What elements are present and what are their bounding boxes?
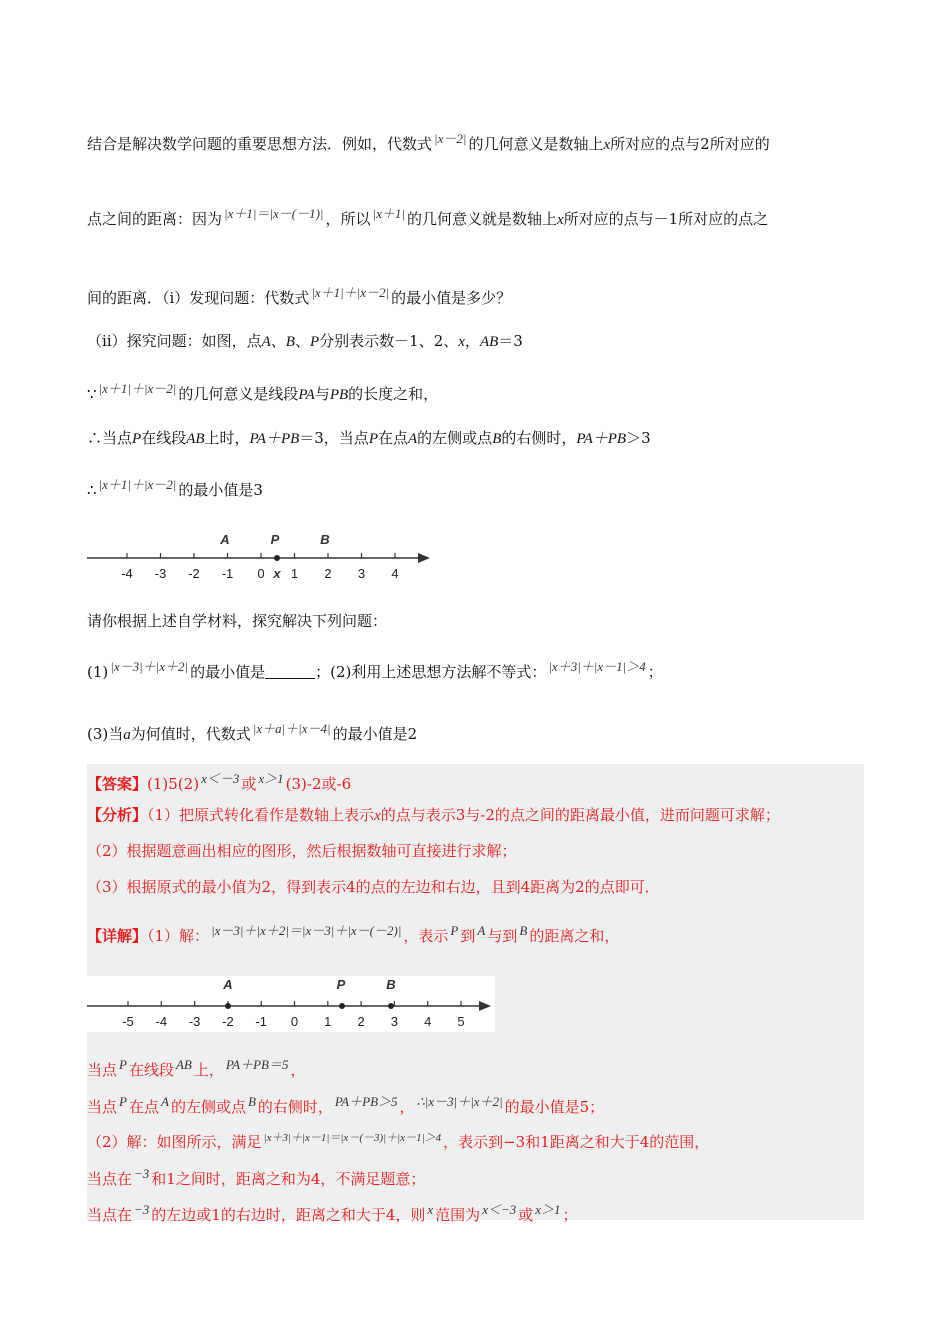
tick-label: 4 — [391, 566, 399, 581]
var-x: x — [556, 212, 564, 228]
number-line-2 — [87, 976, 495, 1032]
var-P: P — [132, 431, 142, 447]
var-B: B — [492, 431, 502, 447]
point-label-P: P — [270, 532, 280, 547]
detail-line-5 — [87, 1163, 425, 1190]
var-P: P — [368, 431, 378, 447]
var-x: x — [427, 1202, 434, 1217]
point-x-label: x — [273, 566, 281, 581]
var-B: B — [247, 1094, 256, 1109]
axis-arrow — [418, 553, 430, 563]
question-1-2 — [87, 656, 663, 683]
text: （2）解：如图所示，满足 — [87, 1133, 262, 1151]
var-AB: AB — [479, 334, 499, 350]
text: 的距离之和， — [529, 927, 620, 945]
detail-tag: 【详解】 — [87, 927, 148, 945]
tick-label: -2 — [222, 1014, 234, 1029]
detail-line-4 — [87, 1127, 709, 1153]
text: 或 — [241, 775, 257, 793]
text: 和1之间时，距离之和为4，不满足题意； — [151, 1170, 426, 1188]
formula-abs-x-minus-2: |x－2| — [434, 131, 467, 146]
num: −3 — [134, 1202, 150, 1217]
tick-label: 0 — [257, 566, 265, 581]
text: （3）根据原式的最小值为2，得到表示4的点的左边和右边，且到4距离为2的点即可． — [87, 878, 660, 896]
var-B: B — [285, 334, 295, 350]
point-A-dot — [225, 1003, 231, 1009]
text: 上， — [193, 1061, 224, 1079]
var-x: x — [458, 334, 465, 350]
point-P-dot — [339, 1003, 345, 1009]
text: 请你根据上述自学材料，探究解决下列问题： — [87, 612, 388, 630]
formula: x＞1 — [258, 771, 284, 786]
var-P: P — [119, 1094, 127, 1109]
detail-line-2 — [87, 1054, 306, 1081]
text: 、 — [270, 332, 286, 350]
tick-label: -5 — [122, 1014, 134, 1029]
text: 的长度之和， — [348, 385, 439, 403]
point-P-dot — [274, 555, 280, 561]
text: （ⅱ）探究问题：如图，点 — [87, 332, 262, 350]
formula: PA＋PB＝5 — [225, 1057, 289, 1072]
text: 范围为 — [435, 1206, 481, 1224]
text: (1)5(2) — [147, 775, 200, 793]
text: (3)-2或-6 — [285, 775, 352, 793]
text: ； — [647, 663, 663, 681]
text: 的左边或1的右边时，距离之和大于4，则 — [151, 1206, 426, 1224]
tick-label: -4 — [155, 1014, 168, 1029]
formula: PA＋PB＞5 — [334, 1094, 398, 1109]
tick-label: -3 — [188, 1014, 201, 1029]
text: 与 — [314, 385, 330, 403]
text: ＝3，当点 — [299, 429, 369, 447]
text: (1) — [87, 663, 109, 681]
axis-arrow — [479, 1001, 491, 1011]
detail-line-6 — [87, 1199, 578, 1226]
text: ； — [562, 1206, 578, 1224]
point-label-B: B — [320, 532, 330, 547]
formula: ∴|x－3|＋|x＋2| — [416, 1094, 503, 1109]
tick-label: 2 — [324, 566, 332, 581]
text: 的最小值是2 — [332, 725, 418, 743]
text: ，所以 — [325, 210, 371, 228]
tick-label: 1 — [324, 1014, 332, 1029]
paragraph-because — [87, 378, 438, 406]
formula: x＞1 — [535, 1202, 561, 1217]
paragraph-therefore-1 — [87, 427, 651, 450]
text: 的几何意义是数轴上 — [468, 135, 604, 153]
tick-label: 2 — [357, 1014, 365, 1029]
analysis-line-2 — [87, 840, 517, 862]
therefore-symbol: ∴ — [87, 481, 97, 499]
text: ∴当点 — [87, 429, 133, 447]
tick-label: -1 — [221, 566, 234, 581]
var-A: A — [160, 1094, 169, 1109]
var-B: B — [519, 923, 528, 938]
point-label-B: B — [386, 977, 396, 992]
text: 的左侧或点 — [417, 429, 493, 447]
var-A: A — [261, 334, 271, 350]
text: 在线段 — [128, 1061, 174, 1079]
tick-label: 4 — [424, 1014, 432, 1029]
var-AB: AB — [175, 1057, 192, 1072]
text: ＞3 — [626, 429, 651, 447]
tick-label: -1 — [255, 1014, 267, 1029]
text: ， — [290, 1061, 306, 1079]
tick-label: 3 — [357, 566, 366, 581]
answer-tag: 【答案】 — [87, 775, 148, 793]
number-line-1 — [87, 528, 437, 586]
expr-PA-PB: PA＋PB — [576, 431, 627, 447]
formula-equation: |x＋1|＝|x－(－1)| — [224, 206, 324, 221]
text: 间的距离．（ⅰ）发现问题：代数式 — [87, 289, 310, 307]
text: 在点 — [128, 1098, 159, 1116]
text: 的最小值是5； — [504, 1098, 605, 1116]
text: 的最小值是3 — [178, 481, 263, 499]
var-x: x — [603, 137, 611, 153]
text: 上时， — [204, 429, 250, 447]
analysis-line-3 — [87, 876, 660, 898]
var-A: A — [477, 923, 486, 938]
tick-label: 0 — [290, 1014, 299, 1029]
text: 所对应的点与 — [610, 135, 701, 153]
var-PA: PA — [298, 387, 315, 403]
paragraph-intro-2 — [87, 203, 768, 231]
formula-abs-x-plus-1: |x＋1| — [372, 206, 405, 221]
formula-inequality: |x＋3|＋|x－1|＞4 — [548, 659, 646, 674]
text: 的几何意义是线段 — [178, 385, 299, 403]
text: 的最小值是多少？ — [391, 289, 512, 307]
point-B-dot — [388, 1003, 394, 1009]
var-P: P — [450, 923, 459, 938]
text: 所对应的 — [709, 135, 770, 153]
text: ＝3 — [498, 332, 523, 350]
tick-label-group — [121, 566, 398, 581]
formula: |x－3|＋|x＋2|＝|x－3|＋|x－(－2)| — [211, 923, 402, 938]
text: 分别表示数－1、2、 — [319, 332, 459, 350]
text: 当点在 — [87, 1206, 133, 1224]
text: ，表示到−3和1距离之和大于4的范围， — [443, 1133, 710, 1151]
var-A: A — [408, 431, 418, 447]
var-a: a — [123, 727, 131, 743]
text: 的几何意义就是数轴上 — [406, 210, 557, 228]
text: 的点与表示3与-2的点之间的距离最小值，进而问题可求解； — [380, 806, 780, 824]
text: 的右侧时， — [257, 1098, 333, 1116]
text: 的左侧或点 — [170, 1098, 246, 1116]
text: 当点 — [87, 1061, 118, 1079]
text: （1）解： — [147, 927, 210, 945]
tick-label: 3 — [390, 1014, 399, 1029]
text: ， — [464, 332, 480, 350]
formula: |x＋3|＋|x－1|＝|x－(－3)|＋|x－1|＞4 — [263, 1132, 442, 1144]
var-AB: AB — [186, 431, 205, 447]
text: 当点 — [87, 1098, 118, 1116]
text: 结合是解决数学问题的重要思想方法．例如，代数式 — [87, 135, 433, 153]
var-P: P — [119, 1057, 127, 1072]
text: 的右侧时， — [501, 429, 577, 447]
formula: x＜－3 — [201, 771, 240, 786]
text: ，表示 — [403, 927, 449, 945]
question-3 — [87, 718, 417, 746]
num: 2 — [700, 135, 710, 153]
var-x: x — [374, 808, 381, 824]
text: 、 — [294, 332, 310, 350]
text: 在线段 — [141, 429, 187, 447]
expr-PA-PB: PA＋PB — [249, 431, 300, 447]
paragraph-therefore-2 — [87, 474, 263, 501]
formula-sum-abs: |x－3|＋|x＋2| — [110, 659, 189, 674]
text: (3)当 — [87, 725, 124, 743]
text: ；(2)利用上述思想方法解不等式： — [315, 663, 547, 681]
var-PB: PB — [329, 387, 349, 403]
tick-label: -3 — [154, 566, 167, 581]
text: 为何值时，代数式 — [130, 725, 251, 743]
text: （1）把原式转化看作是数轴上表示 — [147, 806, 375, 824]
text: 的最小值是 — [190, 663, 266, 681]
analysis-tag: 【分析】 — [87, 806, 148, 824]
paragraph-explore — [87, 330, 523, 353]
formula-sum-abs: |x＋1|＋|x－2| — [311, 285, 390, 300]
text: 与到 — [487, 927, 518, 945]
text: 到 — [460, 927, 476, 945]
because-symbol: ∵ — [87, 385, 97, 403]
tick-label: 1 — [290, 566, 299, 581]
answer-line — [87, 768, 351, 795]
text: 当点在 — [87, 1170, 133, 1188]
text: 或 — [518, 1206, 534, 1224]
text: 在点 — [377, 429, 408, 447]
paragraph-prompt — [87, 610, 387, 632]
tick-label: -4 — [121, 566, 133, 581]
tick-label-group — [122, 1014, 464, 1029]
formula-sum-abs: |x＋1|＋|x－2| — [98, 381, 177, 396]
detail-line-1 — [87, 920, 619, 947]
paragraph-intro-1 — [87, 128, 770, 156]
text: 所对应的点与－1所对应的点之 — [563, 210, 769, 228]
answer-blank — [265, 664, 315, 679]
num: −3 — [134, 1166, 150, 1181]
point-label-A: A — [220, 532, 230, 547]
point-label-P: P — [336, 977, 346, 992]
formula: x＜−3 — [482, 1202, 517, 1217]
detail-line-3 — [87, 1091, 604, 1118]
formula-sum-abs: |x＋a|＋|x－4| — [252, 721, 331, 736]
tick-label: -2 — [188, 566, 200, 581]
text: （2）根据题意画出相应的图形，然后根据数轴可直接进行求解； — [87, 842, 517, 860]
text: 点之间的距离：因为 — [87, 210, 223, 228]
var-P: P — [309, 334, 320, 350]
point-label-A: A — [223, 977, 233, 992]
tick-label: 5 — [457, 1014, 465, 1029]
paragraph-discover — [87, 282, 511, 309]
formula-sum-abs: |x＋1|＋|x－2| — [98, 477, 177, 492]
text: ， — [399, 1098, 415, 1116]
analysis-line-1 — [87, 804, 780, 827]
